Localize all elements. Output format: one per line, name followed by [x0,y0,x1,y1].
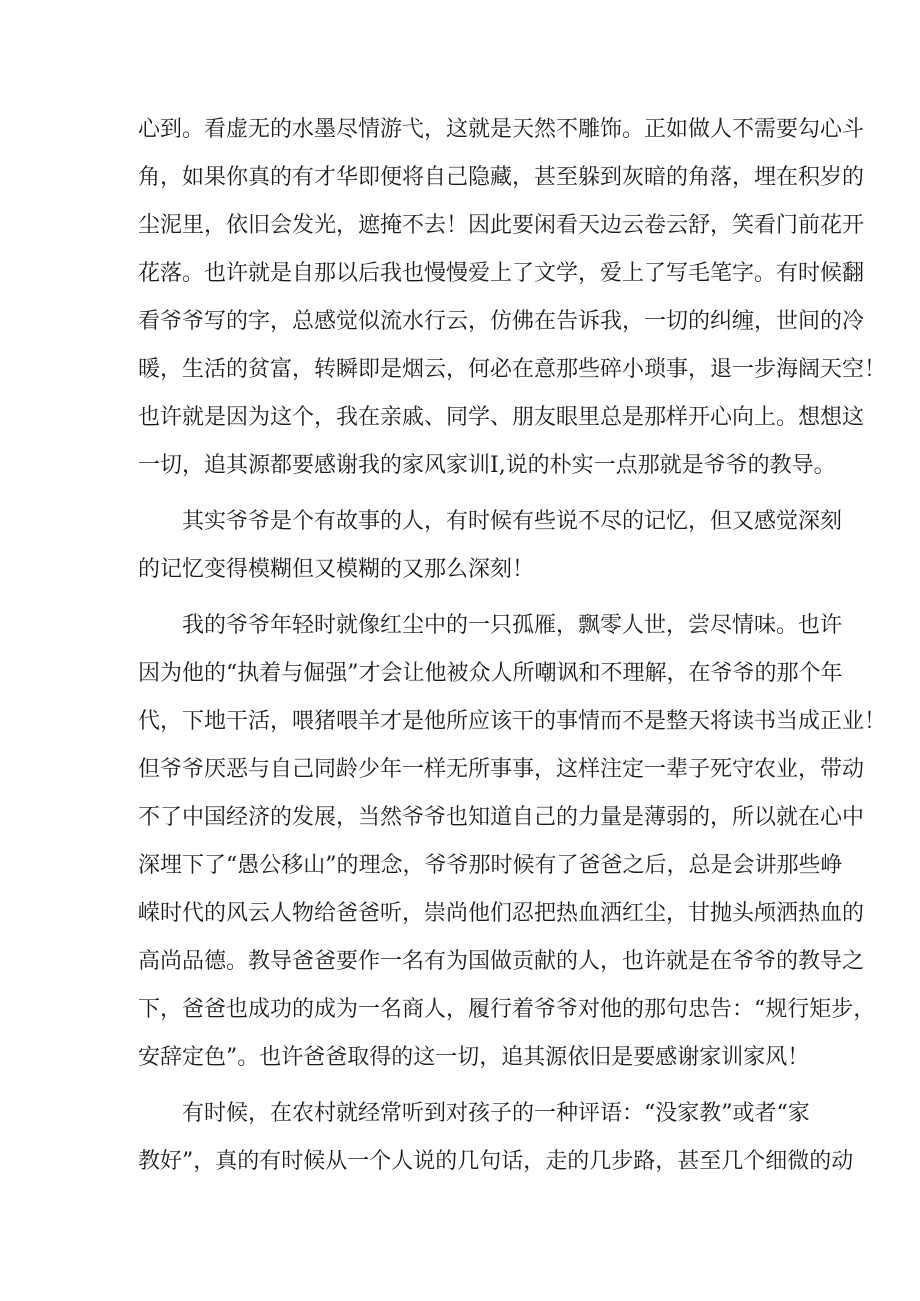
paragraph-first-line: 我的爷爷年轻时就像红尘中的一只孤雁，飘零人世，尝尽情味。也许 [182,613,843,638]
text-line: 安辞定色”。也许爸爸取得的这一切，追其源依旧是要感谢家训家风！ [138,1045,810,1070]
text-line: 也许就是因为这个，我在亲戚、同学、朋友眼里总是那样开心向上。想想这 [138,405,865,430]
text-line: 尘泥里，依旧会发光，遮掩不去！因此要闲看天边云卷云舒，笑看门前花开 [138,213,865,238]
paragraph-first-line: 其实爷爷是个有故事的人，有时候有些说不尽的记忆，但又感觉深刻 [182,509,843,534]
text-line: 嵘时代的风云人物给爸爸听，崇尚他们忍把热血洒红尘，甘抛头颅洒热血的 [138,901,865,926]
text-line: 但爷爷厌恶与自己同龄少年一样无所事事，这样注定一辈子死守农业，带动 [138,757,865,782]
text-line: 高尚品德。教导爸爸要作一名有为国做贡献的人，也许就是在爷爷的教导之 [138,949,865,974]
text-line: 角，如果你真的有才华即便将自己隐藏，甚至躲到灰暗的角落，埋在积岁的 [138,165,865,190]
text-line: 因为他的“执着与倔强”才会让他被众人所嘲讽和不理解，在爷爷的那个年 [138,661,843,686]
text-line: 的记忆变得模糊但又模糊的又那么深刻！ [138,557,535,582]
paragraph-first-line: 有时候，在农村就经常听到对孩子的一种评语：“没家教”或者“家 [182,1101,810,1126]
text-line: 花落。也许就是自那以后我也慢慢爱上了文学，爱上了写毛笔字。有时候翻 [138,261,865,286]
text-line: 不了中国经济的发展，当然爷爷也知道自己的力量是薄弱的，所以就在心中 [138,805,865,830]
text-line: 代，下地干活，喂猪喂羊才是他所应该干的事情而不是整天将读书当成正业！ [138,709,887,734]
text-line: 看爷爷写的字，总感觉似流水行云，仿佛在告诉我，一切的纠缠，世间的冷 [138,309,865,334]
text-line: 心到。看虚无的水墨尽情游弋，这就是天然不雕饰。正如做人不需要勾心斗 [138,117,865,142]
text-line: 深埋下了“愚公移山”的理念，爷爷那时候有了爸爸之后，总是会讲那些峥 [138,853,843,878]
text-line: 暖，生活的贫富，转瞬即是烟云，何必在意那些碎小琐事，退一步海阔天空！ [138,357,887,382]
text-line: 一切，追其源都要感谢我的家风家训Ⅰ,说的朴实一点那就是爷爷的教导。 [138,453,836,478]
text-line: 下，爸爸也成功的成为一名商人，履行着爷爷对他的那句忠告：“规行矩步， [138,997,876,1022]
text-line: 教好”，真的有时候从一个人说的几句话，走的几步路，甚至几个细微的动 [138,1149,854,1174]
